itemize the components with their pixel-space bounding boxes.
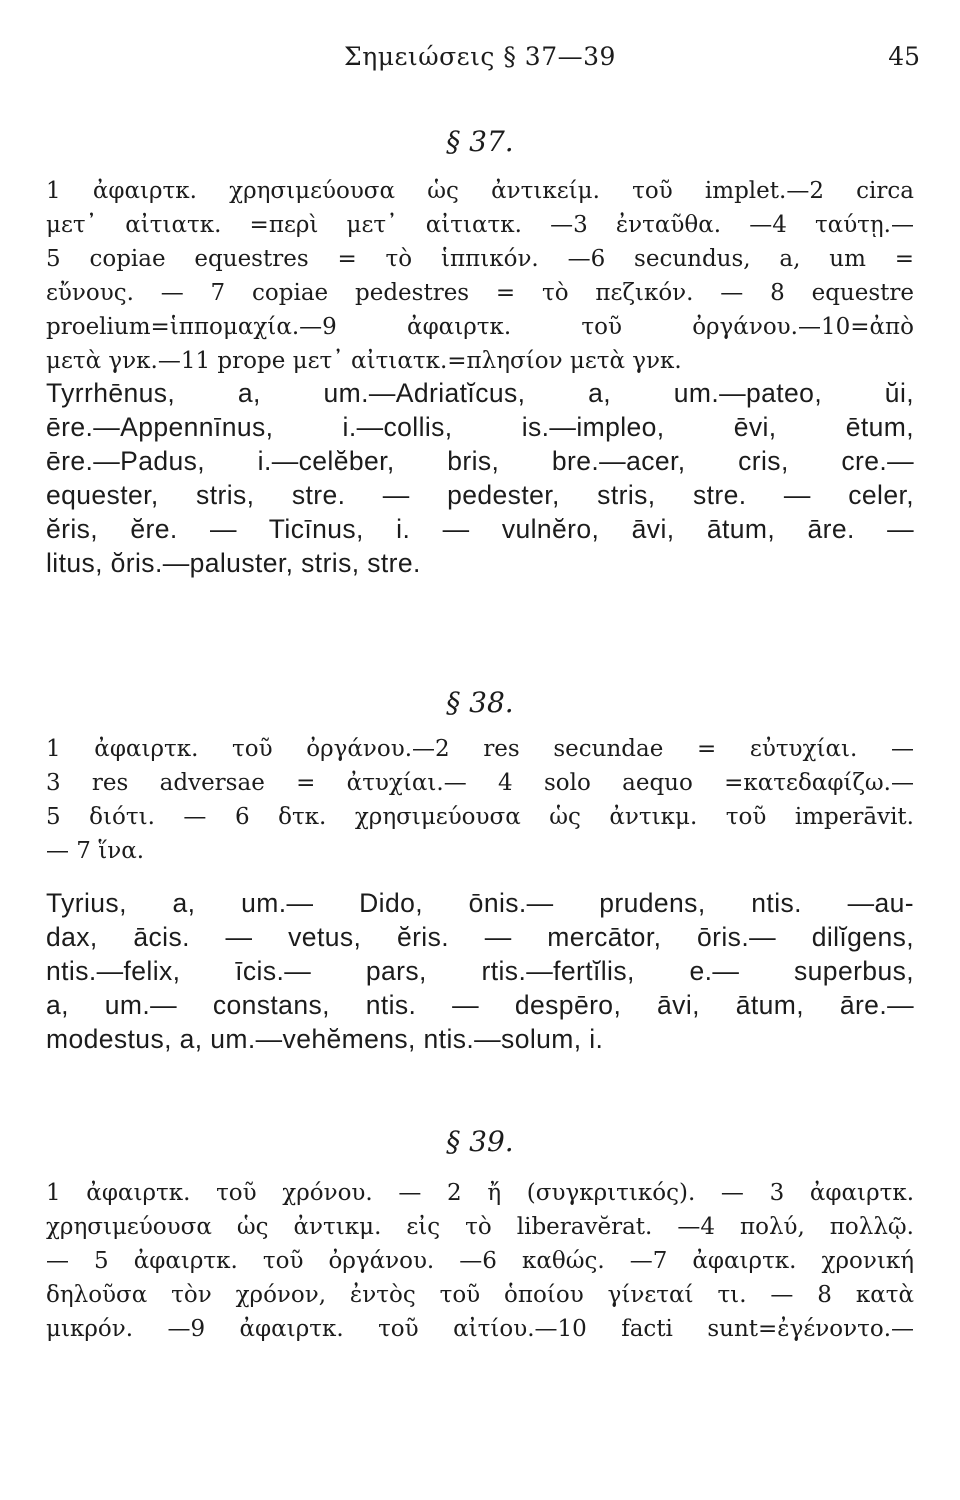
page-number: 45 — [888, 42, 920, 71]
note-line: χρησιμεύουσα ὡς ἀντικμ. εἰς τὸ liberavĕrat. —4 πολύ, πολλῷ. — [46, 1214, 914, 1240]
note-line: 1 ἀφαιρτκ. τοῦ ὀργάνου.—2 res secundae = εὐτυχίαι. — — [46, 736, 914, 762]
vocab-line: litus, ŏris.—paluster, stris, stre. — [46, 548, 421, 578]
note-line: μετ᾽ αἰτιατκ. =περὶ μετ᾽ αἰτιατκ. —3 ἐνταῦθα. —4 ταύτῃ.— — [46, 212, 914, 238]
note-line: εὔνους. — 7 copiae pedestres = τὸ πεζικόν. — 8 equestre — [46, 280, 914, 306]
vocab-line: ĕris, ĕre. — Ticīnus, i. — vulnĕro, āvi, ātum, āre. — — [46, 514, 914, 544]
vocab-line: a, um.— constans, ntis. — despēro, āvi, ātum, āre.— — [46, 990, 914, 1020]
section-38-vocabulary — [46, 886, 914, 1056]
note-line: proelium=ἱππομαχία.—9 ἀφαιρτκ. τοῦ ὀργάνου.—10=ἀπὸ — [46, 314, 914, 340]
vocab-line: dax, ācis. — vetus, ĕris. — mercātor, ōris.— dilĭgens, — [46, 922, 914, 952]
note-line: — 7 ἵνα. — [46, 838, 145, 864]
running-title: Σημειώσεις § 37—39 — [344, 42, 616, 71]
note-line: 3 res adversae = ἀτυχίαι.— 4 solo aequo =κατεδαφίζω.— — [46, 770, 914, 796]
note-line: — 5 ἀφαιρτκ. τοῦ ὀργάνου. —6 καθώς. —7 ἀφαιρτκ. χρονική — [46, 1248, 914, 1274]
section-38-notes — [46, 732, 914, 868]
section-39-notes — [46, 1176, 914, 1346]
vocab-line: ēre.—Padus, i.—celĕber, bris, bre.—acer, cris, cre.— — [46, 446, 914, 476]
section-heading-39: § 39. — [446, 1125, 514, 1158]
note-line: 5 διότι. — 6 δτκ. χρησιμεύουσα ὡς ἀντικμ. τοῦ imperāvit. — [46, 804, 914, 830]
section-37-vocabulary — [46, 376, 914, 580]
vocab-line: equester, stris, stre. — pedester, stris, stre. — celer, — [46, 480, 914, 510]
note-line: δηλοῦσα τὸν χρόνον, ἐντὸς τοῦ ὁποίου γίνεταί τι. — 8 κατὰ — [46, 1282, 914, 1308]
note-line: 1 ἀφαιρτκ. τοῦ χρόνου. — 2 ἤ (συγκριτικός). — 3 ἀφαιρτκ. — [46, 1180, 914, 1206]
note-line: μετὰ γνκ.—11 prope μετ᾽ αἰτιατκ.=πλησίον μετὰ γνκ. — [46, 348, 682, 374]
section-heading-38: § 38. — [446, 686, 514, 719]
page-header — [0, 42, 960, 82]
note-line: 1 ἀφαιρτκ. χρησιμεύουσα ὡς ἀντικείμ. τοῦ implet.—2 circa — [46, 178, 914, 204]
section-heading-37: § 37. — [446, 125, 514, 158]
vocab-line: Tyrrhēnus, a, um.—Adriatĭcus, a, um.—pateo, ŭi, — [46, 378, 914, 408]
vocab-line: Tyrius, a, um.— Dido, ōnis.— prudens, ntis. —au- — [46, 888, 914, 918]
section-37-notes — [46, 174, 914, 378]
note-line: 5 copiae equestres = τὸ ἱππικόν. —6 secundus, a, um = — [46, 246, 914, 272]
vocab-line: ēre.—Appennīnus, i.—collis, is.—impleo, ēvi, ētum, — [46, 412, 914, 442]
vocab-line: ntis.—felix, īcis.— pars, rtis.—fertĭlis, e.— superbus, — [46, 956, 914, 986]
note-line: μικρόν. —9 ἀφαιρτκ. τοῦ αἰτίου.—10 facti sunt=ἐγένοντο.— — [46, 1316, 914, 1342]
vocab-line: modestus, a, um.—vehĕmens, ntis.—solum, i. — [46, 1024, 604, 1054]
